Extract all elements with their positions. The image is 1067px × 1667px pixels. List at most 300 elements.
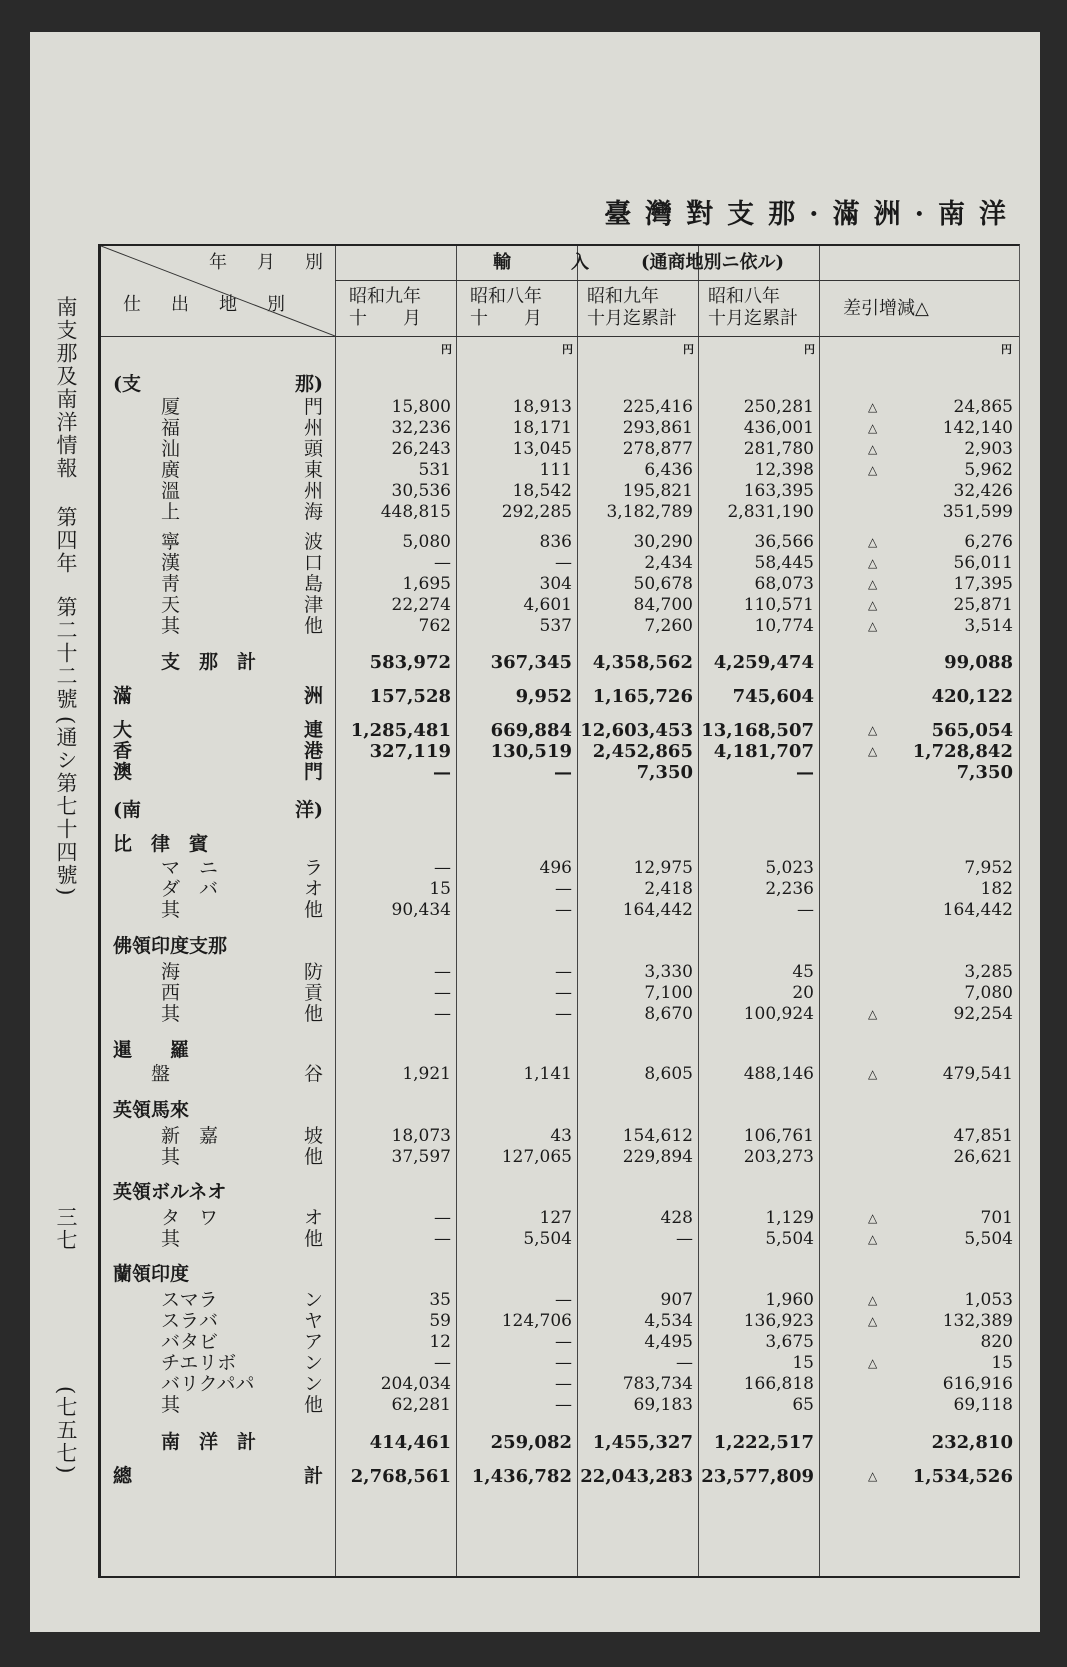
cell-col1: 22,274 — [391, 595, 451, 615]
cell-col1: 327,119 — [369, 741, 451, 762]
cell-col4: 5,023 — [765, 858, 814, 878]
trade-table — [98, 244, 1020, 1578]
row-label-right: 門 — [303, 761, 323, 783]
row-label-right: 頭 — [303, 438, 323, 460]
cell-col5: 26,621 — [953, 1147, 1013, 1167]
cell-col2: — — [555, 1290, 572, 1310]
cell-col2: — — [555, 983, 572, 1003]
row-label-left: 支 那 計 — [161, 651, 257, 673]
row-label-left: スラバ — [161, 1310, 219, 1332]
cell-col3: 8,605 — [644, 1064, 693, 1084]
cell-col1: 37,597 — [391, 1147, 451, 1167]
cell-col3: 7,260 — [644, 616, 693, 636]
cell-col3: 12,603,453 — [580, 720, 693, 741]
row-label-left: ダ バ — [161, 878, 219, 900]
decrease-marker: △ — [868, 442, 878, 456]
cell-col5: 99,088 — [944, 652, 1013, 673]
cell-col3: 195,821 — [622, 481, 693, 501]
row-label-right: 他 — [303, 1146, 323, 1168]
cell-col1: — — [434, 1208, 451, 1228]
cell-col2: 836 — [539, 532, 572, 552]
row-label-left: 新 嘉 — [161, 1125, 219, 1147]
cell-col2: 496 — [539, 858, 572, 878]
cell-col3: 69,183 — [633, 1395, 693, 1415]
col2-header-b: 十 月 — [470, 308, 542, 329]
cell-col5: 182 — [980, 879, 1013, 899]
cell-col2: 127,065 — [501, 1147, 572, 1167]
page-number-total: (七五七) — [54, 1386, 78, 1476]
cell-col1: 12 — [429, 1332, 451, 1352]
cell-col2: 18,171 — [512, 418, 572, 438]
cell-col1: — — [434, 1004, 451, 1024]
decrease-marker: △ — [868, 1007, 878, 1021]
cell-col1: 1,695 — [402, 574, 451, 594]
unit-label: 円 — [562, 343, 573, 356]
row-label-right: 州 — [303, 480, 323, 502]
cell-col2: — — [555, 1395, 572, 1415]
cell-col5: 25,871 — [953, 595, 1013, 615]
cell-col5: 5,962 — [964, 460, 1013, 480]
decrease-marker: △ — [868, 1232, 878, 1246]
cell-col2: 18,542 — [512, 481, 572, 501]
cell-col1: — — [434, 983, 451, 1003]
row-label-left: 其 — [161, 1394, 181, 1416]
cell-col2: 127 — [539, 1208, 572, 1228]
cell-col4: 1,129 — [765, 1208, 814, 1228]
decrease-marker: △ — [868, 421, 878, 435]
cell-col3: 8,670 — [644, 1004, 693, 1024]
row-label-left: (南 — [113, 799, 141, 821]
cell-col4: — — [797, 900, 814, 920]
row-label-right: 他 — [303, 1394, 323, 1416]
row-label-left: 其 — [161, 1228, 181, 1250]
row-label-left: 其 — [161, 899, 181, 921]
row-label-left: チエリボ — [161, 1352, 237, 1374]
cell-col2: 9,952 — [515, 686, 572, 707]
row-label-left: 其 — [161, 1003, 181, 1025]
row-label-left: 漢 — [161, 552, 181, 574]
row-label-left: 西 — [161, 982, 181, 1004]
row-label-right: 坡 — [303, 1125, 323, 1147]
cell-col4: 58,445 — [754, 553, 814, 573]
cell-col3: 7,100 — [644, 983, 693, 1003]
row-label-right: 州 — [303, 417, 323, 439]
cell-col1: 32,236 — [391, 418, 451, 438]
cell-col2: 669,884 — [490, 720, 572, 741]
row-label-left: 天 — [161, 594, 181, 616]
decrease-marker: △ — [868, 598, 878, 612]
row-label-right: 東 — [303, 459, 323, 481]
row-label-right: 海 — [303, 501, 323, 523]
cell-col1: 5,080 — [402, 532, 451, 552]
col2-header-a: 昭和八年 — [470, 286, 542, 307]
page-number-local: 三七 — [54, 1206, 78, 1252]
cell-col2: 292,285 — [501, 502, 572, 522]
cell-col1: — — [434, 858, 451, 878]
cell-col2: 4,601 — [523, 595, 572, 615]
cell-col3: — — [676, 1229, 693, 1249]
cell-col3: 1,165,726 — [592, 686, 693, 707]
cell-col3: 154,612 — [622, 1126, 693, 1146]
cell-col4: 10,774 — [754, 616, 814, 636]
row-label-left: 靑 — [161, 573, 181, 595]
row-label-right: オ — [303, 878, 323, 900]
document-page — [30, 32, 1040, 1632]
row-label-right: ン — [303, 1373, 323, 1395]
cell-col4: 281,780 — [743, 439, 814, 459]
cell-col3: 783,734 — [622, 1374, 693, 1394]
cell-col3: 7,350 — [636, 762, 693, 783]
row-label-right: 洋) — [295, 799, 323, 821]
cell-col5: 232,810 — [931, 1432, 1013, 1453]
cell-col5: 3,514 — [964, 616, 1013, 636]
cell-col4: 3,675 — [765, 1332, 814, 1352]
cell-col5: 616,916 — [942, 1374, 1013, 1394]
decrease-marker: △ — [868, 619, 878, 633]
cell-col5: 1,534,526 — [912, 1466, 1013, 1487]
row-label-left: 廣 — [161, 459, 181, 481]
decrease-marker: △ — [868, 535, 878, 549]
cell-col2: — — [554, 762, 572, 783]
row-label-left: 蘭領印度 — [113, 1263, 190, 1285]
cell-col5: 7,350 — [956, 762, 1013, 783]
cell-col5: 32,426 — [953, 481, 1013, 501]
decrease-marker: △ — [868, 1469, 878, 1483]
row-label-right: 他 — [303, 1003, 323, 1025]
cell-col5: 701 — [980, 1208, 1013, 1228]
unit-label: 円 — [441, 343, 452, 356]
cell-col5: 56,011 — [953, 553, 1013, 573]
cell-col2: — — [555, 1374, 572, 1394]
decrease-marker: △ — [868, 744, 878, 758]
col1-header-b: 十 月 — [349, 308, 421, 329]
cell-col5: 7,080 — [964, 983, 1013, 1003]
row-label-left: 比 律 賓 — [113, 833, 209, 855]
cell-col5: 17,395 — [953, 574, 1013, 594]
cell-col4: 745,604 — [732, 686, 814, 707]
cell-col5: 132,389 — [942, 1311, 1013, 1331]
row-label-right: 津 — [303, 594, 323, 616]
row-label-right: ヤ — [303, 1310, 323, 1332]
cell-col4: 13,168,507 — [701, 720, 814, 741]
row-label-right: オ — [303, 1207, 323, 1229]
row-label-left: 英領馬來 — [113, 1099, 190, 1121]
cell-col2: 5,504 — [523, 1229, 572, 1249]
unit-label: 円 — [683, 343, 694, 356]
cell-col5: 5,504 — [964, 1229, 1013, 1249]
row-label-right: 那) — [295, 373, 323, 395]
row-label-right: 他 — [303, 899, 323, 921]
cell-col2: — — [555, 1004, 572, 1024]
cell-col4: 36,566 — [754, 532, 814, 552]
row-label-left: 總 — [113, 1465, 133, 1487]
cell-col1: 414,461 — [369, 1432, 451, 1453]
cell-col4: 45 — [792, 962, 814, 982]
cell-col1: 62,281 — [391, 1395, 451, 1415]
cell-col2: — — [555, 900, 572, 920]
row-label-right: 防 — [303, 961, 323, 983]
cell-col5: 820 — [980, 1332, 1013, 1352]
row-label-left: (支 — [113, 373, 141, 395]
row-label-left: 溫 — [161, 480, 181, 502]
decrease-marker: △ — [868, 1067, 878, 1081]
decrease-marker: △ — [868, 556, 878, 570]
row-label-right: 谷 — [303, 1063, 323, 1085]
cell-col4: 65 — [792, 1395, 814, 1415]
cell-col4: 2,236 — [765, 879, 814, 899]
col4-header-a: 昭和八年 — [708, 286, 780, 307]
cell-col1: 26,243 — [391, 439, 451, 459]
cell-col2: 304 — [539, 574, 572, 594]
cell-col3: 6,436 — [644, 460, 693, 480]
cell-col2: 111 — [539, 460, 572, 480]
row-label-left: 南 洋 計 — [161, 1431, 257, 1453]
cell-col2: 124,706 — [501, 1311, 572, 1331]
cell-col4: 23,577,809 — [701, 1466, 814, 1487]
cell-col1: 1,285,481 — [350, 720, 451, 741]
cell-col3: 1,455,327 — [592, 1432, 693, 1453]
cell-col3: 2,418 — [644, 879, 693, 899]
corner-dest-label: 仕 出 地 別 — [123, 294, 291, 315]
row-label-left: 香 — [113, 740, 133, 762]
cell-col2: 1,141 — [523, 1064, 572, 1084]
cell-col4: 4,181,707 — [713, 741, 814, 762]
cell-col5: 92,254 — [953, 1004, 1013, 1024]
row-label-left: 上 — [161, 501, 181, 523]
cell-col5: 164,442 — [942, 900, 1013, 920]
cell-col4: 12,398 — [754, 460, 814, 480]
cell-col5: 142,140 — [942, 418, 1013, 438]
cell-col1: 2,768,561 — [350, 1466, 451, 1487]
cell-col4: 163,395 — [743, 481, 814, 501]
row-label-right: 連 — [303, 719, 323, 741]
unit-label: 円 — [804, 343, 815, 356]
cell-col1: 762 — [418, 616, 451, 636]
cell-col4: 1,960 — [765, 1290, 814, 1310]
row-label-right: 他 — [303, 1228, 323, 1250]
cell-col3: 84,700 — [633, 595, 693, 615]
cell-col4: 100,924 — [743, 1004, 814, 1024]
cell-col4: 68,073 — [754, 574, 814, 594]
cell-col4: 4,259,474 — [713, 652, 814, 673]
col3-header-a-text: 昭和九年 — [587, 286, 659, 307]
cell-col3: 164,442 — [622, 900, 693, 920]
cell-col2: — — [555, 1353, 572, 1373]
col3-header-b: 十月迄累計 — [587, 308, 677, 329]
row-label-right: 洲 — [303, 685, 323, 707]
row-label-right: 貢 — [303, 982, 323, 1004]
cell-col3: 4,534 — [644, 1311, 693, 1331]
cell-col2: 18,913 — [512, 397, 572, 417]
cell-col3: 225,416 — [622, 397, 693, 417]
corner-month-label: 年 月 別 — [209, 252, 329, 273]
cell-col3: 4,358,562 — [592, 652, 693, 673]
row-label-left: 福 — [161, 417, 181, 439]
row-label-left: 寧 — [161, 531, 181, 553]
cell-col2: 259,082 — [490, 1432, 572, 1453]
cell-col2: 13,045 — [512, 439, 572, 459]
decrease-marker: △ — [868, 1293, 878, 1307]
cell-col3: 30,290 — [633, 532, 693, 552]
cell-col4: 203,273 — [743, 1147, 814, 1167]
cell-col1: 448,815 — [380, 502, 451, 522]
row-label-left: 佛領印度支那 — [113, 935, 228, 957]
cell-col3: 278,877 — [622, 439, 693, 459]
cell-col3: 3,182,789 — [606, 502, 693, 522]
page-title: 臺灣對支那·滿洲·南洋 — [604, 199, 1020, 230]
cell-col3: 229,894 — [622, 1147, 693, 1167]
cell-col2: — — [555, 1332, 572, 1352]
cell-col1: — — [434, 1229, 451, 1249]
import-title: 輸 入 — [493, 252, 597, 273]
row-label-right: ン — [303, 1289, 323, 1311]
cell-col1: 18,073 — [391, 1126, 451, 1146]
journal-serial: (通シ第七十四號) — [54, 716, 78, 898]
row-label-left: 厦 — [161, 396, 181, 418]
row-label-left: タ ワ — [161, 1207, 219, 1229]
cell-col5: 1,053 — [964, 1290, 1013, 1310]
cell-col4: 436,001 — [743, 418, 814, 438]
cell-col1: — — [433, 762, 451, 783]
cell-col4: — — [796, 762, 814, 783]
cell-col3: 3,330 — [644, 962, 693, 982]
cell-col2: — — [555, 553, 572, 573]
col5-header: 差引增減△ — [843, 298, 929, 319]
cell-col3: 428 — [660, 1208, 693, 1228]
cell-col1: — — [434, 962, 451, 982]
cell-col5: 2,903 — [964, 439, 1013, 459]
row-label-left: 海 — [161, 961, 181, 983]
row-label-right: 門 — [303, 396, 323, 418]
cell-col5: 6,276 — [964, 532, 1013, 552]
decrease-marker: △ — [868, 1211, 878, 1225]
cell-col1: — — [434, 1353, 451, 1373]
cell-col1: 204,034 — [380, 1374, 451, 1394]
cell-col5: 1,728,842 — [912, 741, 1013, 762]
row-label-left: 其 — [161, 1146, 181, 1168]
row-label-left: スマラ — [161, 1289, 218, 1311]
decrease-marker: △ — [868, 577, 878, 591]
row-label-right: 口 — [303, 552, 323, 574]
cell-col2: 1,436,782 — [471, 1466, 572, 1487]
unit-label: 円 — [1001, 343, 1012, 356]
cell-col4: 5,504 — [765, 1229, 814, 1249]
cell-col2: — — [555, 879, 572, 899]
cell-col4: 106,761 — [743, 1126, 814, 1146]
cell-col5: 3,285 — [964, 962, 1013, 982]
import-note: (通商地別ニ依ル) — [641, 252, 785, 273]
decrease-marker: △ — [868, 1314, 878, 1328]
cell-col5: 69,118 — [953, 1395, 1013, 1415]
row-label-right: 他 — [303, 615, 323, 637]
cell-col4: 20 — [792, 983, 814, 1003]
row-label-left: 英領ボルネオ — [113, 1181, 227, 1203]
journal-volume: 第四年 — [54, 506, 78, 575]
row-label-left: 暹 羅 — [113, 1039, 190, 1061]
cell-col1: — — [434, 553, 451, 573]
row-label-left: バタビ — [161, 1331, 219, 1353]
cell-col3: — — [676, 1353, 693, 1373]
col4-header-b: 十月迄累計 — [708, 308, 798, 329]
row-label-right: 島 — [303, 573, 323, 595]
cell-col1: 1,921 — [402, 1064, 451, 1084]
row-label-left: 其 — [161, 615, 181, 637]
cell-col5: 15 — [991, 1353, 1013, 1373]
cell-col1: 30,536 — [391, 481, 451, 501]
cell-col5: 7,952 — [964, 858, 1013, 878]
row-label-right: 計 — [303, 1465, 323, 1487]
cell-col4: 250,281 — [743, 397, 814, 417]
decrease-marker: △ — [868, 463, 878, 477]
cell-col4: 1,222,517 — [713, 1432, 814, 1453]
row-label-left: 大 — [113, 719, 133, 741]
cell-col3: 2,434 — [644, 553, 693, 573]
cell-col2: 537 — [539, 616, 572, 636]
cell-col4: 488,146 — [743, 1064, 814, 1084]
cell-col2: 367,345 — [490, 652, 572, 673]
cell-col4: 136,923 — [743, 1311, 814, 1331]
cell-col1: 157,528 — [369, 686, 451, 707]
cell-col5: 420,122 — [931, 686, 1013, 707]
row-label-left: 盤 — [113, 1063, 171, 1085]
cell-col5: 565,054 — [931, 720, 1013, 741]
cell-col3: 22,043,283 — [580, 1466, 693, 1487]
row-label-left: マ ニ — [161, 857, 219, 879]
cell-col5: 479,541 — [942, 1064, 1013, 1084]
row-label-left: バリクパパ — [161, 1373, 255, 1395]
row-label-right: ラ — [303, 857, 323, 879]
row-label-right: ン — [303, 1352, 323, 1374]
cell-col4: 2,831,190 — [727, 502, 814, 522]
row-label-left: 汕 — [161, 438, 181, 460]
decrease-marker: △ — [868, 1356, 878, 1370]
cell-col3: 50,678 — [633, 574, 693, 594]
journal-name: 南支那及南洋情報 — [54, 296, 78, 480]
cell-col4: 15 — [792, 1353, 814, 1373]
cell-col1: 90,434 — [391, 900, 451, 920]
cell-col5: 24,865 — [953, 397, 1013, 417]
cell-col1: 15,800 — [391, 397, 451, 417]
row-label-left: 滿 — [113, 685, 133, 707]
side-margin — [48, 296, 84, 1596]
cell-col3: 293,861 — [622, 418, 693, 438]
row-label-right: 波 — [303, 531, 323, 553]
journal-issue: 第二十二號 — [54, 596, 78, 711]
col1-header-a: 昭和九年 — [349, 286, 421, 307]
cell-col4: 110,571 — [743, 595, 814, 615]
row-label-right: ア — [303, 1331, 323, 1353]
cell-col3: 907 — [660, 1290, 693, 1310]
cell-col5: 47,851 — [953, 1126, 1013, 1146]
cell-col3: 4,495 — [644, 1332, 693, 1352]
cell-col1: 59 — [429, 1311, 451, 1331]
decrease-marker: △ — [868, 400, 878, 414]
row-label-left: 澳 — [113, 761, 133, 783]
cell-col1: 531 — [418, 460, 451, 480]
cell-col3: 12,975 — [633, 858, 693, 878]
cell-col2: 130,519 — [490, 741, 572, 762]
cell-col5: 351,599 — [942, 502, 1013, 522]
cell-col1: 583,972 — [369, 652, 451, 673]
decrease-marker: △ — [868, 723, 878, 737]
cell-col1: 15 — [429, 879, 451, 899]
cell-col3: 2,452,865 — [592, 741, 693, 762]
cell-col4: 166,818 — [743, 1374, 814, 1394]
cell-col2: — — [555, 962, 572, 982]
cell-col2: 43 — [550, 1126, 572, 1146]
row-label-right: 港 — [303, 740, 323, 762]
cell-col1: 35 — [429, 1290, 451, 1310]
